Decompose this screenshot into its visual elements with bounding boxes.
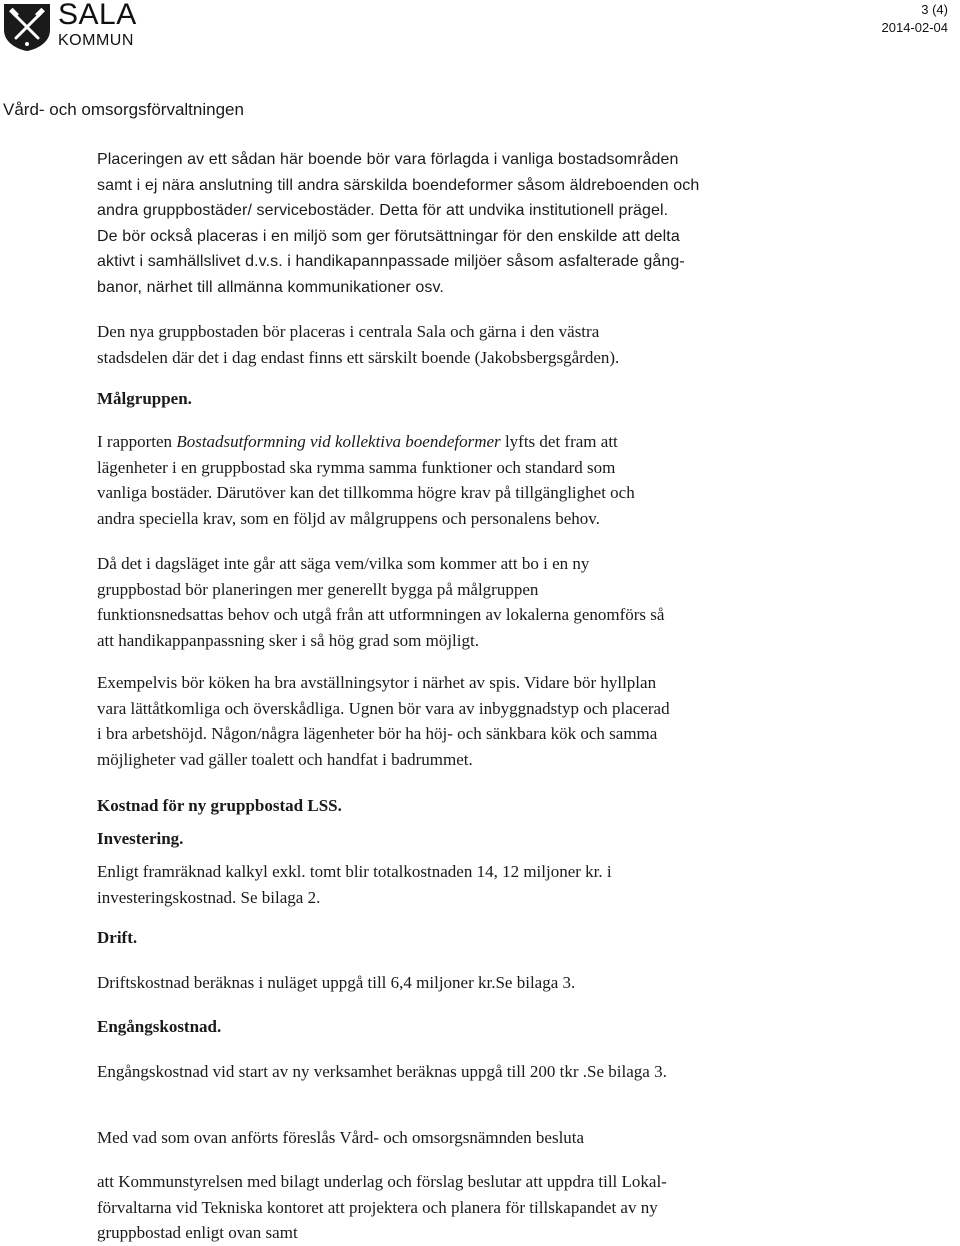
placement-paragraph <box>97 147 797 300</box>
paragraph-line: vanliga bostäder. Därutöver kan det tillkomma högre krav på tillgänglighet och <box>97 483 635 502</box>
paragraph-line: Placeringen av ett sådan här boende bör vara förlagda i vanliga bostadsområden <box>97 151 679 168</box>
org-name: SALA <box>58 0 137 31</box>
proposal-intro: Med vad som ovan anförts föreslås Vård- och omsorgsnämnden besluta <box>97 1128 585 1147</box>
planning-paragraph <box>97 551 797 653</box>
paragraph-line: samt i ej nära anslutning till andra särskilda boendeformer såsom äldreboenden och <box>97 176 700 194</box>
proposal-paragraph <box>97 1169 797 1246</box>
onetime-heading: Engångskostnad. <box>97 1017 222 1036</box>
paragraph-line: andra gruppbostäder/ servicebostäder. Detta för att undvika institutionell prägel. <box>97 202 669 219</box>
paragraph-line: gruppbostad enligt ovan samt <box>97 1223 298 1242</box>
paragraph-line: Då det i dagsläget inte går att säga vem/vilka som kommer att bo i en ny <box>97 554 590 573</box>
report-prefix: I rapporten <box>97 432 177 451</box>
paragraph-line: lägenheter i en gruppbostad ska rymma samma funktioner och standard som <box>97 457 616 477</box>
operation-text: Driftskostnad beräknas i nuläget uppgå till 6,4 miljoner kr.Se bilaga 3. <box>97 973 576 992</box>
paragraph-line: funktionsnedsattas behov och utgå från att utformningen av lokalerna genomförs så <box>97 605 665 624</box>
report-title: Bostadsutformning vid kollektiva boendeformer <box>176 432 501 451</box>
paragraph-line: De bör också placeras i en miljö som ger förutsättningar för den enskilde att delta <box>97 227 680 245</box>
sala-coat-of-arms-icon <box>2 2 52 52</box>
cost-heading: Kostnad för ny gruppbostad LSS. <box>97 796 342 815</box>
investment-paragraph <box>97 859 797 910</box>
target-group-heading: Målgruppen. <box>97 389 192 408</box>
page-number: 3 (4) <box>921 2 948 17</box>
document-date: 2014-02-04 <box>881 20 948 35</box>
paragraph-line: investeringskostnad. Se bilaga 2. <box>97 887 321 907</box>
paragraph-line <box>97 429 797 455</box>
paragraph-line: gruppbostad bör planeringen mer generellt bygga på målgruppen <box>97 579 539 599</box>
paragraph-line: aktivt i samhällslivet d.v.s. i handikapannpassade miljöer såsom asfalterade gång- <box>97 253 685 270</box>
paragraph-line: banor, närhet till allmänna kommunikationer osv. <box>97 278 444 296</box>
org-subtitle: KOMMUN <box>58 32 134 49</box>
operation-heading: Drift. <box>97 928 138 947</box>
paragraph-line: förvaltarna vid Tekniska kontoret att projektera och planera för tillskapandet av ny <box>97 1197 658 1217</box>
paragraph-line: i bra arbetshöjd. Någon/några lägenheter bör ha höj- och sänkbara kök och samma <box>97 724 658 743</box>
paragraph-line: Enligt framräknad kalkyl exkl. tomt blir totalkostnaden 14, 12 miljoner kr. i <box>97 862 612 881</box>
location-paragraph <box>97 319 797 370</box>
onetime-text: Engångskostnad vid start av ny verksamhet beräknas uppgå till 200 tkr .Se bilaga 3. <box>97 1062 667 1081</box>
paragraph-line: Den nya gruppbostaden bör placeras i centrala Sala och gärna i den västra <box>97 322 600 341</box>
paragraph-line: att Kommunstyrelsen med bilagt underlag och förslag beslutar att uppdra till Lokal- <box>97 1172 667 1191</box>
example-paragraph <box>97 670 797 772</box>
paragraph-line: att handikappanpassning sker i så hög grad som möjligt. <box>97 630 479 650</box>
report-paragraph <box>97 429 797 531</box>
paragraph-line: möjligheter vad gäller toalett och handfat i badrummet. <box>97 749 473 769</box>
paragraph-line: stadsdelen där det i dag endast finns ett särskilt boende (Jakobsbergsgården). <box>97 347 620 367</box>
paragraph-line: andra speciella krav, som en följd av målgruppens och personalens behov. <box>97 508 600 528</box>
department-name: Vård- och omsorgsförvaltningen <box>3 100 244 119</box>
investment-heading: Investering. <box>97 829 184 848</box>
paragraph-line: Exempelvis bör köken ha bra avställningsytor i närhet av spis. Vidare bör hyllplan <box>97 673 657 692</box>
report-suffix: lyfts det fram att <box>500 432 618 451</box>
paragraph-line: vara lättåtkomliga och överskådliga. Ugnen bör vara av inbyggnadstyp och placerad <box>97 698 670 718</box>
